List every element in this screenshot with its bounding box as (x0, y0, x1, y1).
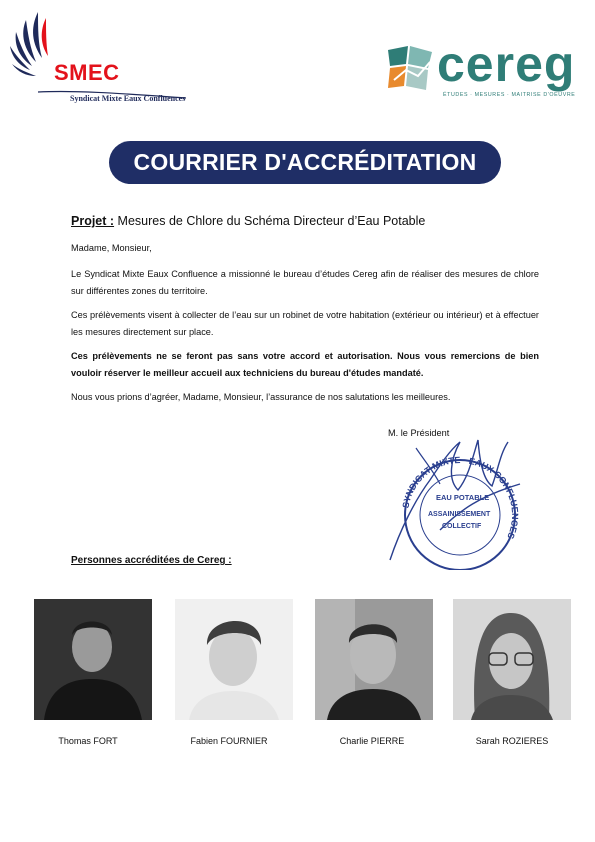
letter-closing: Nous vous prions d’agréer, Madame, Monsieur, l’assurance de nos salutations les meilleures. (71, 392, 451, 402)
smec-logo-subtitle: Syndicat Mixte Eaux Confluences (70, 94, 186, 103)
person-name: Fabien FOURNIER (190, 736, 268, 746)
person-photo (453, 599, 571, 720)
project-label: Projet : (71, 214, 115, 228)
stamp-line: COLLECTIF (442, 523, 482, 530)
accredited-title: Personnes accréditées de Cereg : (71, 555, 232, 566)
signature-stamp (380, 420, 530, 570)
cereg-logo-name: cereg (437, 36, 576, 92)
project-value: Mesures de Chlore du Schéma Directeur d’Eau Potable (117, 214, 426, 228)
stamp-line: ASSAINISSEMENT (428, 511, 491, 518)
project-line (71, 214, 425, 228)
title-banner: COURRIER D'ACCRÉDITATION (109, 141, 501, 184)
person-photo (175, 599, 293, 720)
person-photo (34, 599, 152, 720)
signatory: M. le Président (388, 428, 450, 438)
stamp-line: EAU POTABLE (436, 493, 490, 502)
person-name: Thomas FORT (58, 736, 118, 746)
cereg-logo-tagline: ÉTUDES · MESURES · MAITRISE D'OEUVRE (443, 92, 576, 98)
smec-logo-name: SMEC (54, 60, 120, 85)
letter-salutation: Madame, Monsieur, (71, 243, 152, 253)
letter-paragraph: Ces prélèvements visent à collecter de l’eau sur un robinet de votre habitation (extérieur ou intérieur) et à effectuer les mesures directement sur place. (71, 310, 539, 337)
letter-paragraph: Le Syndicat Mixte Eaux Confluence a missionné le bureau d’études Cereg afin de réaliser des mesures de chlore sur différentes zones du territoire. (71, 269, 539, 296)
person-name: Charlie PIERRE (339, 736, 405, 746)
cereg-logo-mark (388, 46, 432, 90)
person-name: Sarah ROZIERES (475, 736, 549, 746)
letter-paragraph-bold: Ces prélèvements ne se feront pas sans votre accord et autorisation. Nous vous remercions de bien vouloir réserver le meilleur accueil aux techniciens du bureau d'études mandaté. (71, 351, 539, 378)
person-photo (315, 599, 433, 720)
stamp-ring-text: SYNDICAT MIXTE · EAUX CONFLUENCES (400, 454, 521, 541)
